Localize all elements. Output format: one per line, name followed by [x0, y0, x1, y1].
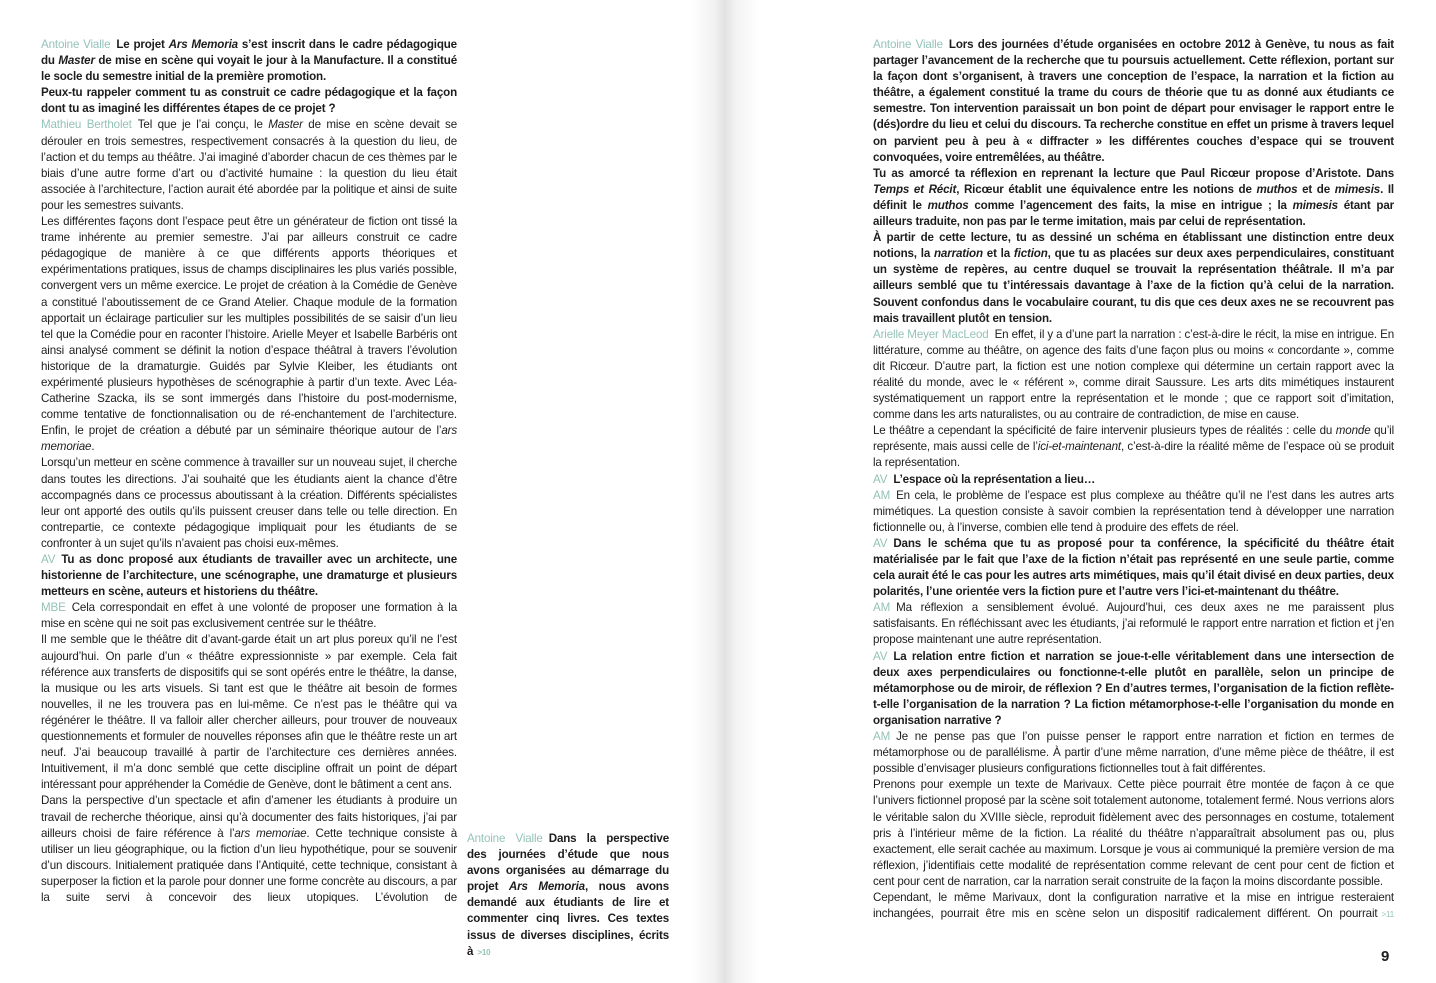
- right-column: [873, 37, 1394, 923]
- side-paragraph: Antoine Vialle Dans la perspective des journées d’étude que nous avons organisées au démarrage du projet Ars Memoria, nous avons demandé aux étudiants de lire et commenter cinq livres. Ces textes issus de diverses disciplines, écrits à >10: [467, 832, 670, 958]
- right-paragraph-11: AM Je ne pense pas que l’on puisse penser le rapport entre narration et fiction en termes de métamorphose ou de parallélisme. À partir d’une même narration, d’une même pièce de théâtre, il est possible d’envisager plusieurs configurations fictionnelles tout à fait différentes.: [873, 730, 1394, 776]
- right-paragraph-8: AV Dans le schéma que tu as proposé pour ta conférence, la spécificité du théâtre était matérialisée par le fait que l’axe de la fiction n’était pas représenté en une seule partie, comme cela aurait été le cas pour les autres arts mimétiques, mais qu’il était divisé en deux parties, deux polarités, l’une orientée vers la fiction pure et l’autre vers l’ici-et-maintenant du théâtre.: [873, 536, 1394, 599]
- side-column: [467, 831, 669, 961]
- speaker-label: Mathieu Bertholet: [41, 118, 132, 132]
- left-paragraph-9: Dans la perspective d’un spectacle et afin d’amener les étudiants à produire un travail de recherche théorique, ainsi qu’à documenter des faits historiques, j’ai par ailleurs choisi de faire référence à l’ars memoriae. Cette technique consiste à utiliser un lieu géographique, ou la fiction d’un lieu hypothétique, pour se souvenir d’un discours. Initialement pratiquée dans l’Antiquité, cette technique, consistant à superposer la fiction et la parole pour donner une forme concrète au discours, a par la suite servi à concevoir des lieux utopiques. L’évolution de: [41, 794, 457, 904]
- speaker-label: MBE: [41, 601, 66, 615]
- continue-marker: >10: [477, 947, 491, 957]
- left-paragraph-6: AV Tu as donc proposé aux étudiants de travailler avec un architecte, une historienne de l’architecture, une scénographe, une dramaturge et plusieurs metteurs en scène, auteurs et historiens du théâtre.: [41, 553, 457, 599]
- speaker-label: Antoine Vialle: [873, 38, 943, 51]
- right-paragraph-13: Cependant, le même Marivaux, dont la configuration narrative et la mise en intrigue resteraient inchangées, pourrait être mis en scène selon un dispositif radicalement différent. On pourrait >11: [873, 890, 1394, 921]
- speaker-label: AM: [873, 730, 891, 744]
- left-paragraph-4: Les différentes façons dont l’espace peut être un générateur de fiction ont tissé la trame inhérente au premier semestre. J’ai par ailleurs construit ce cadre pédagogique de manière à ce que différents apports théoriques et expérimentations pratiques, issus de champs disciplinaires les plus variés possible, convergent vers un même exercice. Le projet de création à la Comédie de Genève a constitué l’aboutissement de ce Grand Atelier. Chaque module de la formation apportait un éclairage particulier sur les multiples possibilités de se saisir d’un lieu tel que la Comédie pour en raconter l’histoire. Arielle Meyer et Isabelle Barbéris ont ainsi analysé comment se définit la notion d’espace théâtral à travers l’évolution historique de la dramaturgie. Guidés par Sylvie Kleiber, les étudiants ont expérimenté plusieurs hypothèses de scénographie à partir d’un texte. Avec Léa-Catherine Szacka, ils se sont immergés dans l’histoire du post-modernisme, comme tentative de fonctionnalisation ou de ré-enchantement de l’architecture. Enfin, le projet de création a débuté par un séminaire théorique autour de l’ars memoriae.: [41, 215, 457, 454]
- speaker-label: AM: [873, 601, 891, 615]
- speaker-label: AV: [41, 553, 56, 566]
- book-gutter: [690, 0, 760, 983]
- continue-marker: >11: [1381, 910, 1394, 920]
- right-paragraph-6: AV L’espace où la représentation a lieu…: [873, 472, 1096, 486]
- left-paragraph-8: Il me semble que le théâtre dit d’avant-garde était un art plus poreux qu’il ne l’est aujourd’hui. On parle d’un « théâtre expressionniste » par exemple. Cela fait référence aux transferts de dispositifs qui se sont opérés entre le théâtre, la danse, la musique ou les arts visuels. Si tant est que le théâtre ait besoin de formes nouvelles, il ne les trouvera pas en lui-même. Ce n’est pas le théâtre qui va régénérer le théâtre. Il va falloir aller chercher ailleurs, pour trouver de nouveaux questionnements et formuler de nouvelles réponses afin que le théâtre reste un art neuf. J’ai beaucoup travaillé à partir de l’architecture ces dernières années. Intuitivement, il m’a donc semblé que cette discipline offrait un point de départ intéressant pour appréhender la Comédie de Genève, dont le bâtiment a cent ans.: [41, 633, 457, 792]
- speaker-label: AM: [873, 488, 891, 502]
- speaker-label: Arielle Meyer MacLeod: [873, 327, 989, 341]
- right-paragraph-3: À partir de cette lecture, tu as dessiné un schéma en établissant une distinction entre deux notions, la narration et la fiction, que tu as placées sur deux axes perpendiculaires, constituant un système de repères, au centre duquel se trouvait la représentation théâtrale. Il m’a par ailleurs semblé que tu t’intéressais davantage à l’axe de la fiction qu’à celui de la narration. Souvent confondus dans le vocabulaire courant, tu dis que ces deux axes ne se recouvrent pas mais travaillent plutôt en tension.: [873, 231, 1394, 325]
- right-paragraph-12: Prenons pour exemple un texte de Marivaux. Cette pièce pourrait être montée de façon à ce que l’univers fictionnel proposé par la scène soit totalement autonome, totalement fermé. Nous verrions alors le véritable salon du XVIIIe siècle, reproduit fidèlement avec des personnages en costume, totalement pris à l’intérieur même de la fiction. La réalité du théâtre n’apparaîtrait absolument pas ou, plus exactement, elle serait cachée au maximum. Lorsque je vous ai communiqué la première version de ma réflexion, j’identifiais cette modalité de représentation comme relevant de cent pour cent de fiction et cent pour cent de narration, car la narration serait construite de la façon la moins discordante possible.: [873, 778, 1394, 888]
- right-paragraph-10: AV La relation entre fiction et narration se joue-t-elle véritablement dans une intersection de deux axes perpendiculaires ou fonctionne-t-elle plutôt en parallèle, selon un principe de métamorphose ou de miroir, de réflexion ? En d’autres termes, l’organisation de la fiction reflète-t-elle l’organisation de la narration ? La fiction métamorphose-t-elle l’organisation du monde en organisation narrative ?: [873, 649, 1394, 727]
- left-column: [41, 37, 457, 906]
- right-paragraph-1: Antoine Vialle Lors des journées d’étude organisées en octobre 2012 à Genève, tu nous as fait partager l’avancement de la recherche que tu poursuis actuellement. Cette réflexion, portant sur la façon dont s’organisent, à travers une conception de l’espace, la narration et la fiction au théâtre, a également constitué la trame du cours de théorie que tu as donné aux étudiants ce semestre. Ton intervention paraissait un bon point de départ pour envisager le rapport entre le (dés)ordre du lieu et celui du discours. Ta recherche constitue en effet un prisme à travers lequel on parvient peu à peu à « diffracter » les différentes couches d’espace qui se trouvent convoquées, voire entremêlées, au théâtre.: [873, 38, 1395, 164]
- left-paragraph-1: Antoine Vialle Le projet Ars Memoria s’est inscrit dans le cadre pédagogique du Master de mise en scène qui voyait le jour à la Manufacture. Il a constitué le socle du semestre initial de la première promotion.: [41, 38, 457, 84]
- right-paragraph-2: Tu as amorcé ta réflexion en reprenant la lecture que Paul Ricœur propose d’Aristote. Dans Temps et Récit, Ricœur établit une équivalence entre les notions de muthos et de mimesis. Il définit le muthos comme l’agencement des faits, la mise en intrigue ; la mimesis étant par ailleurs traduite, non pas par le terme imitation, mais par celui de représentation.: [873, 166, 1394, 229]
- speaker-label: AV: [873, 649, 888, 663]
- page-number: 9: [1381, 948, 1390, 965]
- right-paragraph-9: AM Ma réflexion a sensiblement évolué. Aujourd’hui, ces deux axes ne me paraissent plus satisfaisants. En réfléchissant avec les étudiants, j’ai reformulé le rapport entre narration et fiction et j’en propose maintenant une autre représentation.: [873, 601, 1394, 647]
- left-paragraph-3: Mathieu Bertholet Tel que je l’ai conçu, le Master de mise en scène devait se dérouler en trois semestres, respectivement consacrés à la question du lieu, de l’action et du temps au théâtre. J’ai imaginé d’aborder chacun de ces thèmes par le biais d’une autre forme d’art ou d’activité humaine : la question du lieu était associée à l’architecture, l’action aurait été abordée par la politique et ainsi de suite pour les semestres suivants.: [41, 118, 457, 212]
- speaker-label: AV: [873, 536, 888, 550]
- left-paragraph-7: MBE Cela correspondait en effet à une volonté de proposer une formation à la mise en scène qui ne soit pas exclusivement centrée sur le théâtre.: [41, 601, 457, 631]
- right-paragraph-4: Arielle Meyer MacLeod En effet, il y a d’une part la narration : c’est-à-dire le récit, la mise en intrigue. En littérature, comme au théâtre, on agence des faits d’une façon plus ou moins « concordante », comme dit Ricœur. D’autre part, la fiction est une notion complexe qui détermine un certain rapport avec la réalité du monde, avec le « référent », comme dirait Saussure. Les arts dits mimétiques instaurent systématiquement un rapport entre la représentation et le monde ; que ce rapport soit d’imitation, comme dans les arts naturalistes, ou au contraire de contradiction, de mise en cause.: [873, 327, 1394, 422]
- speaker-label: AV: [873, 472, 888, 486]
- right-paragraph-7: AM En cela, le problème de l’espace est plus complexe au théâtre qu’il ne l’est dans les autres arts mimétiques. La question consiste à savoir combien la représentation tend à développer une narration fictionnelle ou, à l’inverse, combien elle tend à produire des effets de réel.: [873, 488, 1394, 534]
- speaker-label: Antoine Vialle: [41, 38, 111, 51]
- left-paragraph-2: Peux-tu rappeler comment tu as construit ce cadre pédagogique et la façon dont tu as imaginé les différentes étapes de ce projet ?: [41, 86, 457, 116]
- speaker-label: Antoine Vialle: [467, 832, 543, 845]
- right-paragraph-5: Le théâtre a cependant la spécificité de faire intervenir plusieurs types de réalités : celle du monde qu’il représente, mais aussi celle de l’ici-et-maintenant, c’est-à-dire la réalité même de l’espace où se produit la représentation.: [873, 424, 1394, 470]
- left-paragraph-5: Lorsqu’un metteur en scène commence à travailler sur un nouveau sujet, il cherche dans toutes les directions. J’ai souhaité que les étudiants aient la chance d’être accompagnés dans ce processus aboutissant à la création. Différents spécialistes leur ont apporté des outils qu’ils puissent creuser dans telle ou telle direction. En contrepartie, ce contexte pédagogique impliquait pour les étudiants de se confronter à un sujet qu’ils n’avaient pas choisi eux-mêmes.: [41, 456, 457, 550]
